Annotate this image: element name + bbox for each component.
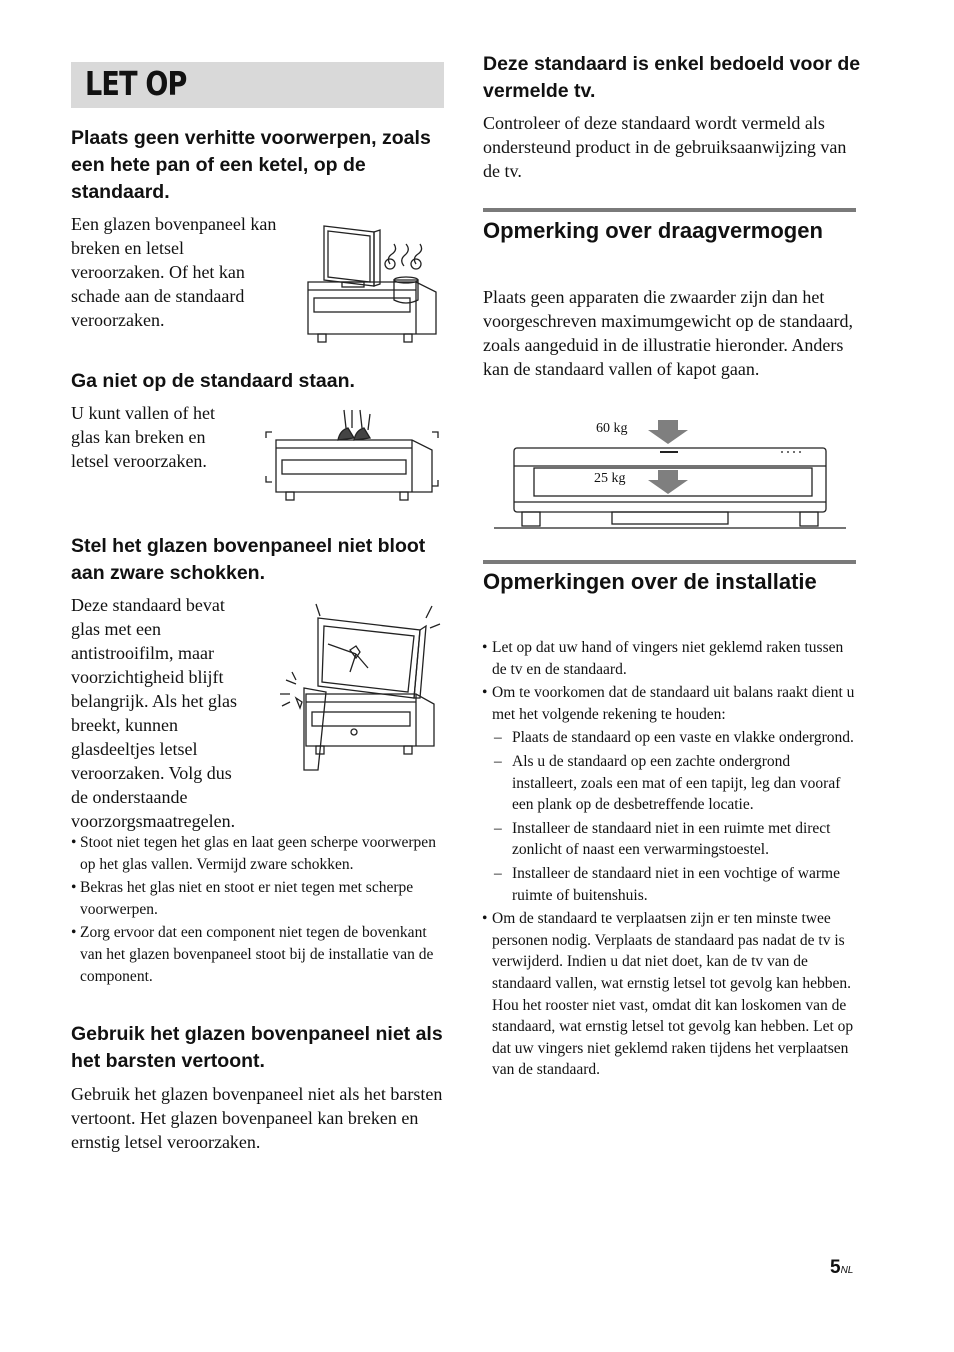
installation-notes-list	[482, 637, 857, 1083]
list-item: • Zorg ervoor dat een component niet tegen de bovenkant van het glazen bovenpaneel stoot bij de installatie van de component.	[71, 922, 446, 987]
section-heading-load-capacity: Opmerking over draagvermogen	[483, 218, 823, 243]
page-title: LET OP	[85, 64, 187, 103]
section-text-load-capacity: Plaats geen apparaten die zwaarder zijn dan het voorgeschreven maximumgewicht op de standaard, zoals aangeduid in de illustratie hieronder. Anders kan de standaard vallen of kapot gaan.	[483, 287, 854, 379]
sub-list-item: – Als u de standaard op een zachte ondergrond installeert, zoals een mat of een tapijt, leg dan vooraf een plank op de desbetreffende locatie.	[492, 751, 857, 816]
list-item: • Om te voorkomen dat de standaard uit balans raakt dient u met het volgende rekening te houden: – Plaats de standaard op een vaste en vlakke ondergrond. – Als u de standaard op een zachte ondergrond installeert, zoals een mat of een tapijt, leg dan vooraf een plank op de desbetreffende locatie. – Installeer de standaard niet in een ruimte met direct zonlicht of naast een verwarmingstoestel. – Installeer de standaard niet in een vochtige of warme ruimte of buitenshuis.	[482, 682, 857, 906]
sub-list-item: – Installeer de standaard niet in een ruimte met direct zonlicht of naast een verwarmingstoestel.	[492, 818, 857, 861]
down-arrow-icon	[648, 420, 688, 444]
shock-precautions-list	[71, 832, 446, 989]
down-arrow-icon	[648, 470, 688, 494]
section-heading-designated-tv: Deze standaard is enkel bedoeld voor de vermelde tv.	[483, 53, 861, 102]
list-item: • Let op dat uw hand of vingers niet geklemd raken tussen de tv en de standaard.	[482, 637, 857, 680]
top-load-label: 60 kg	[596, 421, 628, 436]
list-item: • Bekras het glas niet en stoot er niet tegen met scherpe voorwerpen.	[71, 877, 446, 920]
section-heading-do-not-stand: Ga niet op de standaard staan.	[71, 370, 355, 392]
section-heading-installation: Opmerkingen over de installatie	[483, 569, 817, 594]
sub-list-item: – Plaats de standaard op een vaste en vlakke ondergrond.	[492, 727, 857, 749]
section-text-do-not-stand: U kunt vallen of het glas kan breken en letsel veroorzaken.	[71, 403, 215, 471]
page-language-suffix: NL	[840, 1265, 854, 1276]
page-number: 5NL	[830, 1257, 854, 1278]
section-divider	[483, 560, 856, 564]
section-heading-cracks: Gebruik het glazen bovenpaneel niet als het barsten vertoont.	[71, 1023, 443, 1072]
section-heading-shocks: Stel het glazen bovenpaneel niet bloot aan zware schokken.	[71, 535, 426, 584]
load-capacity-diagram	[494, 418, 846, 532]
section-text-designated-tv: Controleer of deze standaard wordt vermeld als ondersteund product in de gebruiksaanwijzing van de tv.	[483, 113, 847, 181]
section-text-shocks: Deze standaard bevat glas met een antistrooifilm, maar voorzichtigheid blijft belangrijk. Als het glas breekt, kunnen glasdeeltjes letsel veroorzaken. Volg dus de onderstaande voorzorgsmaatregelen.	[71, 595, 237, 831]
sub-list-item: – Installeer de standaard niet in een vochtige of warme ruimte of buitenshuis.	[492, 863, 857, 906]
broken-glass-illustration	[266, 598, 444, 778]
list-item: • Om de standaard te verplaatsen zijn er ten minste twee personen nodig. Verplaats de standaard pas nadat de tv is verwijderd. Indien u dat niet doet, kan de tv van de standaard vallen, wat ernstig letsel tot gevolg kan hebben. Hou het rooster niet vast, omdat dit kan loskomen van de standaard, wat ernstig letsel tot gevolg kan hebben. Let op dat uw vingers niet geklemd raken tijdens het verplaatsen van de standaard.	[482, 908, 857, 1081]
section-divider	[483, 208, 856, 212]
list-item: • Stoot niet tegen het glas en laat geen scherpe voorwerpen op het glas vallen. Vermijd zware schokken.	[71, 832, 446, 875]
section-text-hot-objects: Een glazen bovenpaneel kan breken en letsel veroorzaken. Of het kan schade aan de standaard veroorzaken.	[71, 214, 277, 330]
title-banner	[71, 62, 444, 108]
tv-stand-hot-pot-illustration	[304, 220, 444, 344]
shelf-load-label: 25 kg	[594, 471, 626, 486]
section-heading-hot-objects: Plaats geen verhitte voorwerpen, zoals een hete pan of een ketel, op de standaard.	[71, 127, 431, 203]
standing-on-stand-illustration	[262, 408, 444, 504]
section-text-cracks: Gebruik het glazen bovenpaneel niet als het barsten vertoont. Het glazen bovenpaneel kan breken en ernstig letsel veroorzaken.	[71, 1084, 443, 1152]
